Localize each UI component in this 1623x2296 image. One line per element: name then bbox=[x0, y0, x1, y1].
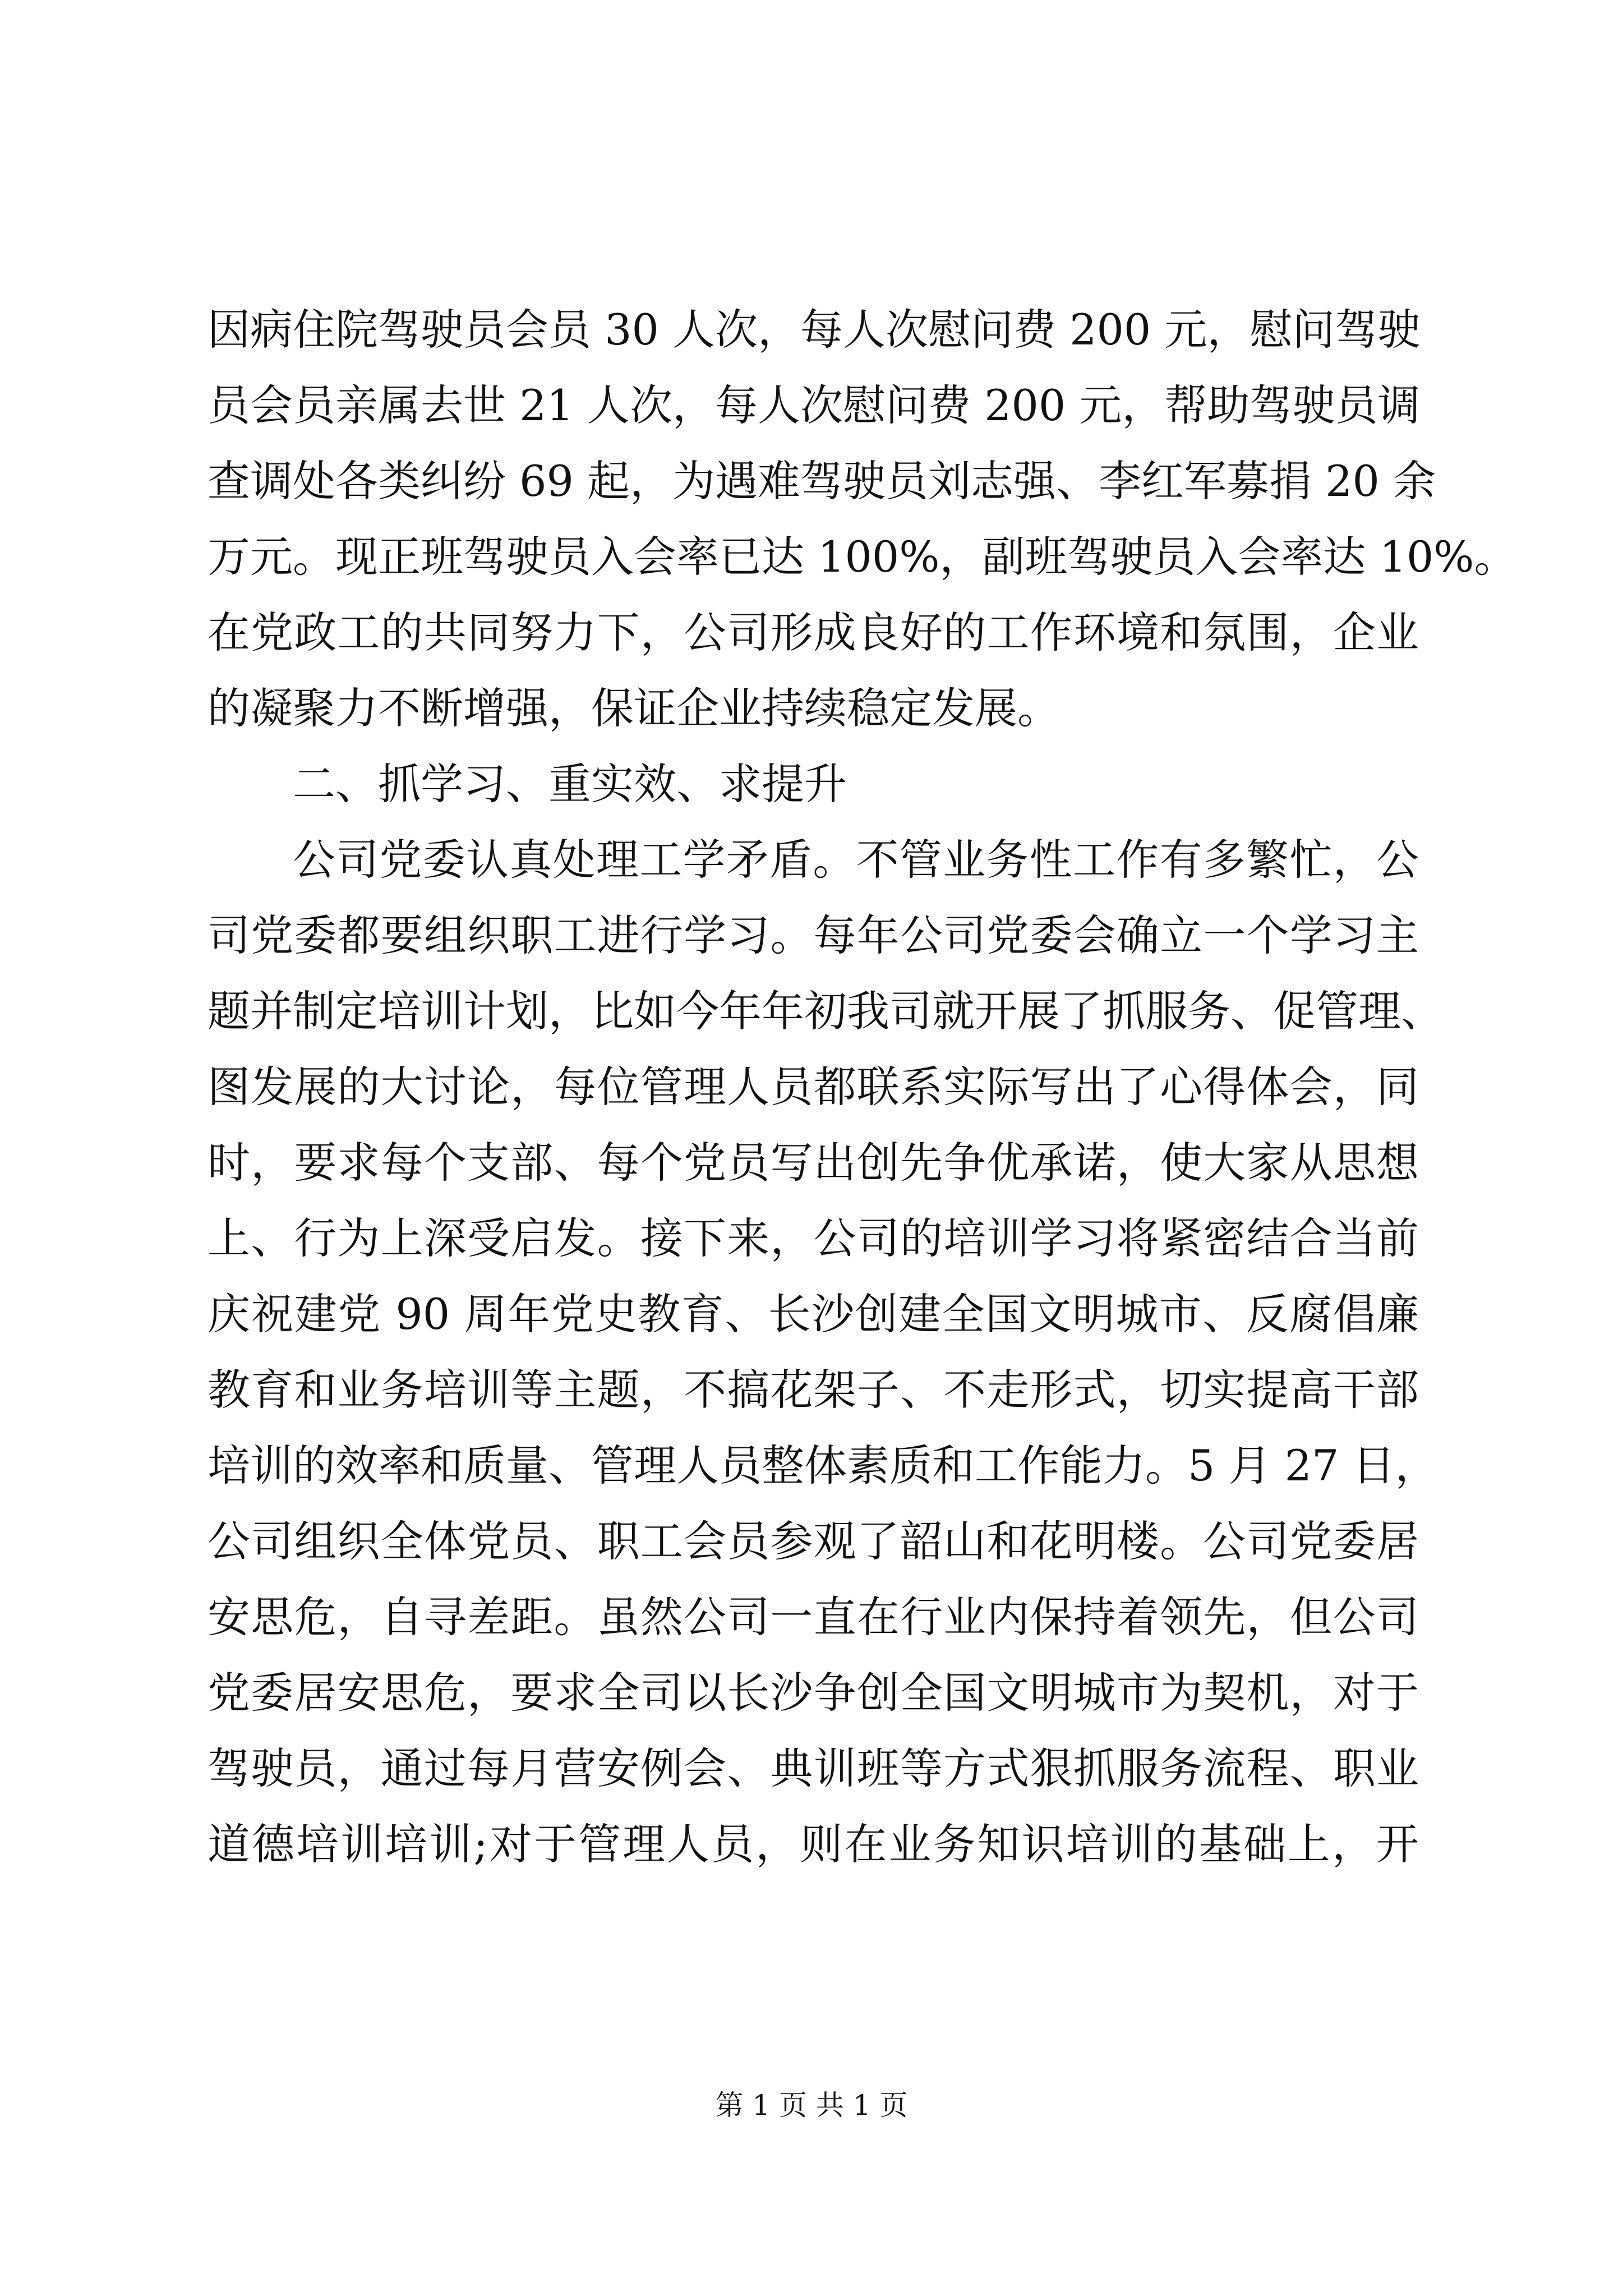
body-line: 因病住院驾驶员会员 30 人次，每人次慰问费 200 元，慰问驾驶 bbox=[208, 305, 1421, 355]
body-line: 万元。现正班驾驶员入会率已达 100%，副班驾驶员入会率达 10%。 bbox=[208, 532, 1517, 582]
body-line: 题并制定培训计划，比如今年年初我司就开展了抓服务、促管理、 bbox=[208, 986, 1444, 1036]
body-line: 安思危，自寻差距。虽然公司一直在行业内保持着领先，但公司 bbox=[208, 1592, 1419, 1642]
body-line: 庆祝建党 90 周年党史教育、长沙创建全国文明城市、反腐倡廉 bbox=[208, 1289, 1419, 1339]
section-heading: 二、抓学习、重实效、求提升 bbox=[293, 759, 847, 809]
body-line: 公司党委认真处理工学矛盾。不管业务性工作有多繁忙，公 bbox=[293, 835, 1419, 885]
body-line: 上、行为上深受启发。接下来，公司的培训学习将紧密结合当前 bbox=[208, 1213, 1419, 1263]
body-line: 驾驶员，通过每月营安例会、典训班等方式狠抓服务流程、职业 bbox=[208, 1743, 1419, 1793]
body-line: 司党委都要组织职工进行学习。每年公司党委会确立一个学习主 bbox=[208, 910, 1419, 960]
body-line: 查调处各类纠纷 69 起，为遇难驾驶员刘志强、李红军募捐 20 余 bbox=[208, 456, 1436, 506]
body-line: 图发展的大讨论，每位管理人员都联系实际写出了心得体会，同 bbox=[208, 1062, 1419, 1112]
body-line: 时，要求每个支部、每个党员写出创先争优承诺，使大家从思想 bbox=[208, 1138, 1419, 1188]
page-indicator: 第 1 页 共 1 页 bbox=[715, 2089, 908, 2122]
page-footer bbox=[0, 2086, 1623, 2125]
body-line: 在党政工的共同努力下，公司形成良好的工作环境和氛围，企业 bbox=[208, 608, 1419, 657]
body-line: 党委居安思危，要求全司以长沙争创全国文明城市为契机，对于 bbox=[208, 1668, 1419, 1718]
body-line: 员会员亲属去世 21 人次，每人次慰问费 200 元，帮助驾驶员调 bbox=[208, 380, 1421, 430]
document-body bbox=[208, 292, 1517, 1882]
body-line: 道德培训培训;对于管理人员，则在业务知识培训的基础上，开 bbox=[208, 1819, 1419, 1869]
body-line: 公司组织全体党员、职工会员参观了韶山和花明楼。公司党委居 bbox=[208, 1516, 1419, 1566]
body-line: 的凝聚力不断增强，保证企业持续稳定发展。 bbox=[208, 683, 1060, 733]
body-line: 培训的效率和质量、管理人员整体素质和工作能力。5 月 27 日， bbox=[208, 1441, 1438, 1490]
body-line: 教育和业务培训等主题，不搞花架子、不走形式，切实提高干部 bbox=[208, 1365, 1419, 1415]
